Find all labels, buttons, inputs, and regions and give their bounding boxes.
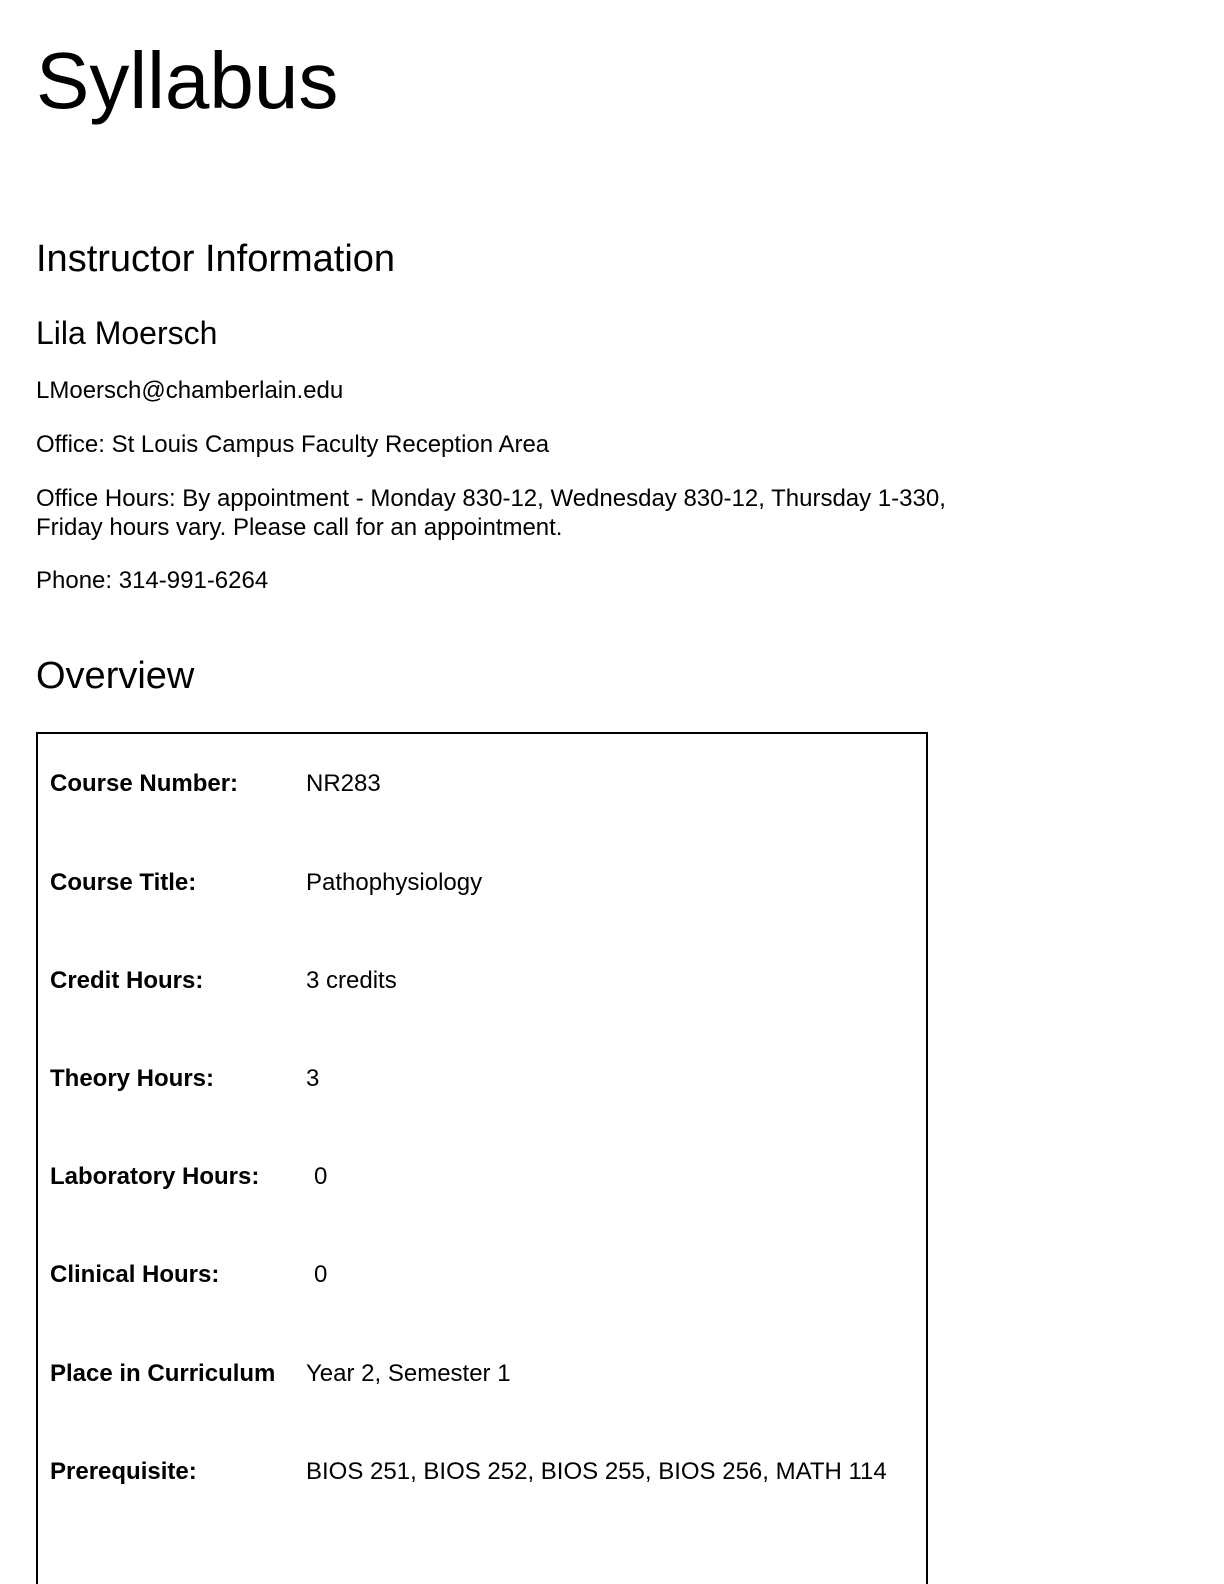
office-hours-line-1: Office Hours: By appointment - Monday 830-12, Wednesday 830-12, Thursday 1-330, — [36, 485, 946, 512]
theory-hours-value: 3 — [306, 1065, 320, 1092]
instructor-email[interactable]: LMoersch@chamberlain.edu — [36, 377, 344, 404]
prerequisite-value: BIOS 251, BIOS 252, BIOS 255, BIOS 256, MATH 114 — [306, 1458, 887, 1485]
office-hours-line-2: Friday hours vary. Please call for an appointment. — [36, 514, 563, 541]
place-in-curriculum-value: Year 2, Semester 1 — [306, 1360, 511, 1387]
instructor-office-hours — [36, 484, 1036, 542]
instructor-phone: Phone: 314-991-6264 — [36, 567, 269, 594]
overview-table — [36, 732, 928, 1584]
overview-heading: Overview — [36, 655, 195, 697]
laboratory-hours-value: 0 — [314, 1163, 328, 1190]
course-number-label: Course Number: — [50, 770, 239, 797]
theory-hours-label: Theory Hours: — [50, 1065, 215, 1092]
course-title-value: Pathophysiology — [306, 869, 483, 896]
prerequisite-label: Prerequisite: — [50, 1458, 197, 1485]
laboratory-hours-label: Laboratory Hours: — [50, 1163, 260, 1190]
credit-hours-label: Credit Hours: — [50, 967, 204, 994]
credit-hours-value: 3 credits — [306, 967, 397, 994]
clinical-hours-value: 0 — [314, 1261, 328, 1288]
instructor-information-heading: Instructor Information — [36, 238, 396, 280]
clinical-hours-label: Clinical Hours: — [50, 1261, 220, 1288]
instructor-name: Lila Moersch — [36, 315, 218, 351]
page-title: Syllabus — [36, 36, 339, 125]
instructor-office: Office: St Louis Campus Faculty Reception Area — [36, 431, 550, 458]
place-in-curriculum-label: Place in Curriculum — [50, 1360, 276, 1387]
course-number-value: NR283 — [306, 770, 381, 797]
course-title-label: Course Title: — [50, 869, 197, 896]
